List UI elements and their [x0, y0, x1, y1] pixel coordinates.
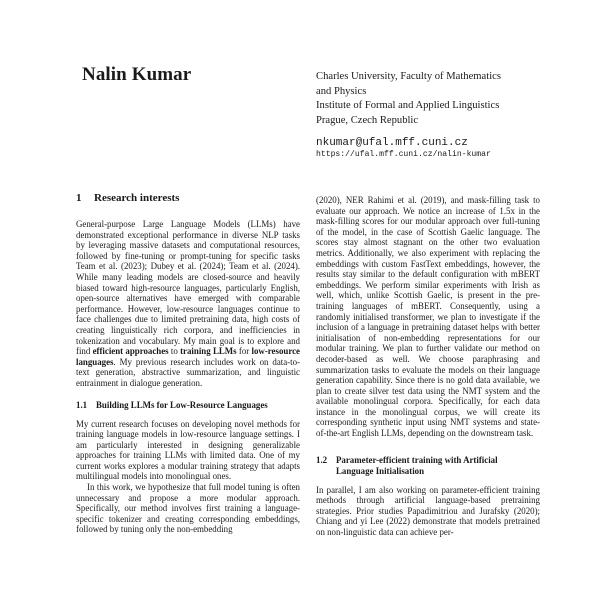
section-number: 1: [76, 192, 82, 204]
text-run: to: [168, 346, 181, 357]
subsection-title: Parameter-efficient training with Artificial: [336, 454, 498, 465]
paragraph: (2020), NER Rahimi et al. (2019), and mask-filling task to evaluate our approach. We notice an increase of 1.5x in the mask-filling scores for our modular approach over full-tuning of the model, in the case of Scottish Gaelic language. The scores stay almost stagnant on the other two evaluation metrics. Additionally, we also experiment with replacing the embeddings with custom FastText embeddings, however, the results stay similar to the default configuration with mBERT embeddings. We perform similar experiments with Irish as well, which, unlike Scottish Gaelic, is present in the pre-training languages of mBERT. Consequently, using a randomly initialised transformer, we plan to investigate if the inclusion of a language in pretraining dataset helps with better initialisation of non-embedding representations for our modular training. We plan to further validate our method on decoder-based as well. We choose paraphrasing and summarization tasks to evaluate the models on their language generation capability. Since there is no gold data available, we plan to create silver test data using the NMT system and the available monolingual corpora. Specifically, for each data instance in the monolingual corpus, we will create its corresponding synthetic input using NMT systems and state-of-the-art English LLMs, depending on the downstream task.: [316, 195, 540, 439]
author-email[interactable]: nkumar@ufal.mff.cuni.cz: [316, 137, 468, 149]
paragraph: [76, 219, 300, 389]
subsection-title: Building LLMs for Low-Resource Languages: [96, 399, 268, 410]
subsection-number: 1.1: [76, 399, 88, 410]
affiliation-line: Institute of Formal and Applied Linguistics: [316, 100, 500, 112]
text-run: . My previous research includes work on data-to-text generation, abstractive summarization, and linguistic entrainment in dialogue generation.: [76, 356, 300, 388]
author-url[interactable]: https://ufal.mff.cuni.cz/nalin-kumar: [316, 150, 491, 159]
affiliation-line: and Physics: [316, 85, 367, 97]
subsection-number: 1.2: [316, 454, 328, 465]
section-heading-research-interests: [76, 192, 300, 204]
subsection-title-continued: Language Initialisation: [336, 465, 425, 476]
affiliation-line: Prague, Czech Republic: [316, 114, 419, 126]
paragraph: In parallel, I am also working on parameter-efficient training methods through artificial language-based pretraining strategies. Prior studies Papadimitriou and Jurafsky (2020); Chiang and yi Lee (2022) demonstrate that models pretrained on non-linguistic data can achieve per-: [316, 484, 540, 538]
section-title: Research interests: [94, 192, 180, 204]
affiliation: [316, 70, 501, 128]
bold-text: low-resource languages: [76, 346, 300, 367]
left-column: [76, 192, 300, 535]
text-run: for: [236, 346, 252, 357]
paragraph: In this work, we hypothesize that full model tuning is often unnecessary and propose a more modular approach. Specifically, our method involves first training a language-specific tokenizer and creating corresponding embeddings, followed by tuning only the non-embedding: [76, 482, 300, 535]
subsection-heading-building-llms: [76, 400, 300, 411]
subsection-heading-parameter-efficient: [316, 455, 540, 477]
text-run: General-purpose Large Language Models (LLMs) have demonstrated exceptional performance in diverse NLP tasks by leveraging massive datasets and computational resources, followed by fine-tuning or prompt-tuning for specific tasks Team et al. (2023); Dubey et al. (2024); Team et al. (2024). While many leading models are closed-source and heavily biased toward high-resource languages, particularly English, open-source alternatives have emerged with comparable performance. However, low-resource languages continue to face challenges due to limited pretraining data, high costs of creating linguistically rich corpora, and inefficiencies in tokenization and vocabulary. My main goal is to explore and find: [76, 219, 300, 357]
author-name: Nalin Kumar: [82, 64, 192, 85]
bold-text: efficient approaches: [92, 346, 169, 357]
bold-text: training LLMs: [180, 346, 237, 357]
affiliation-line: Charles University, Faculty of Mathematics: [316, 71, 501, 82]
right-column: [316, 195, 540, 538]
paragraph: My current research focuses on developing novel methods for training language models in low-resource language settings. I am particularly interested in designing generalizable approaches for training LLMs with limited data. One of my current works explores a modular training strategy that adapts multilingual models into monolingual ones.: [76, 418, 300, 482]
